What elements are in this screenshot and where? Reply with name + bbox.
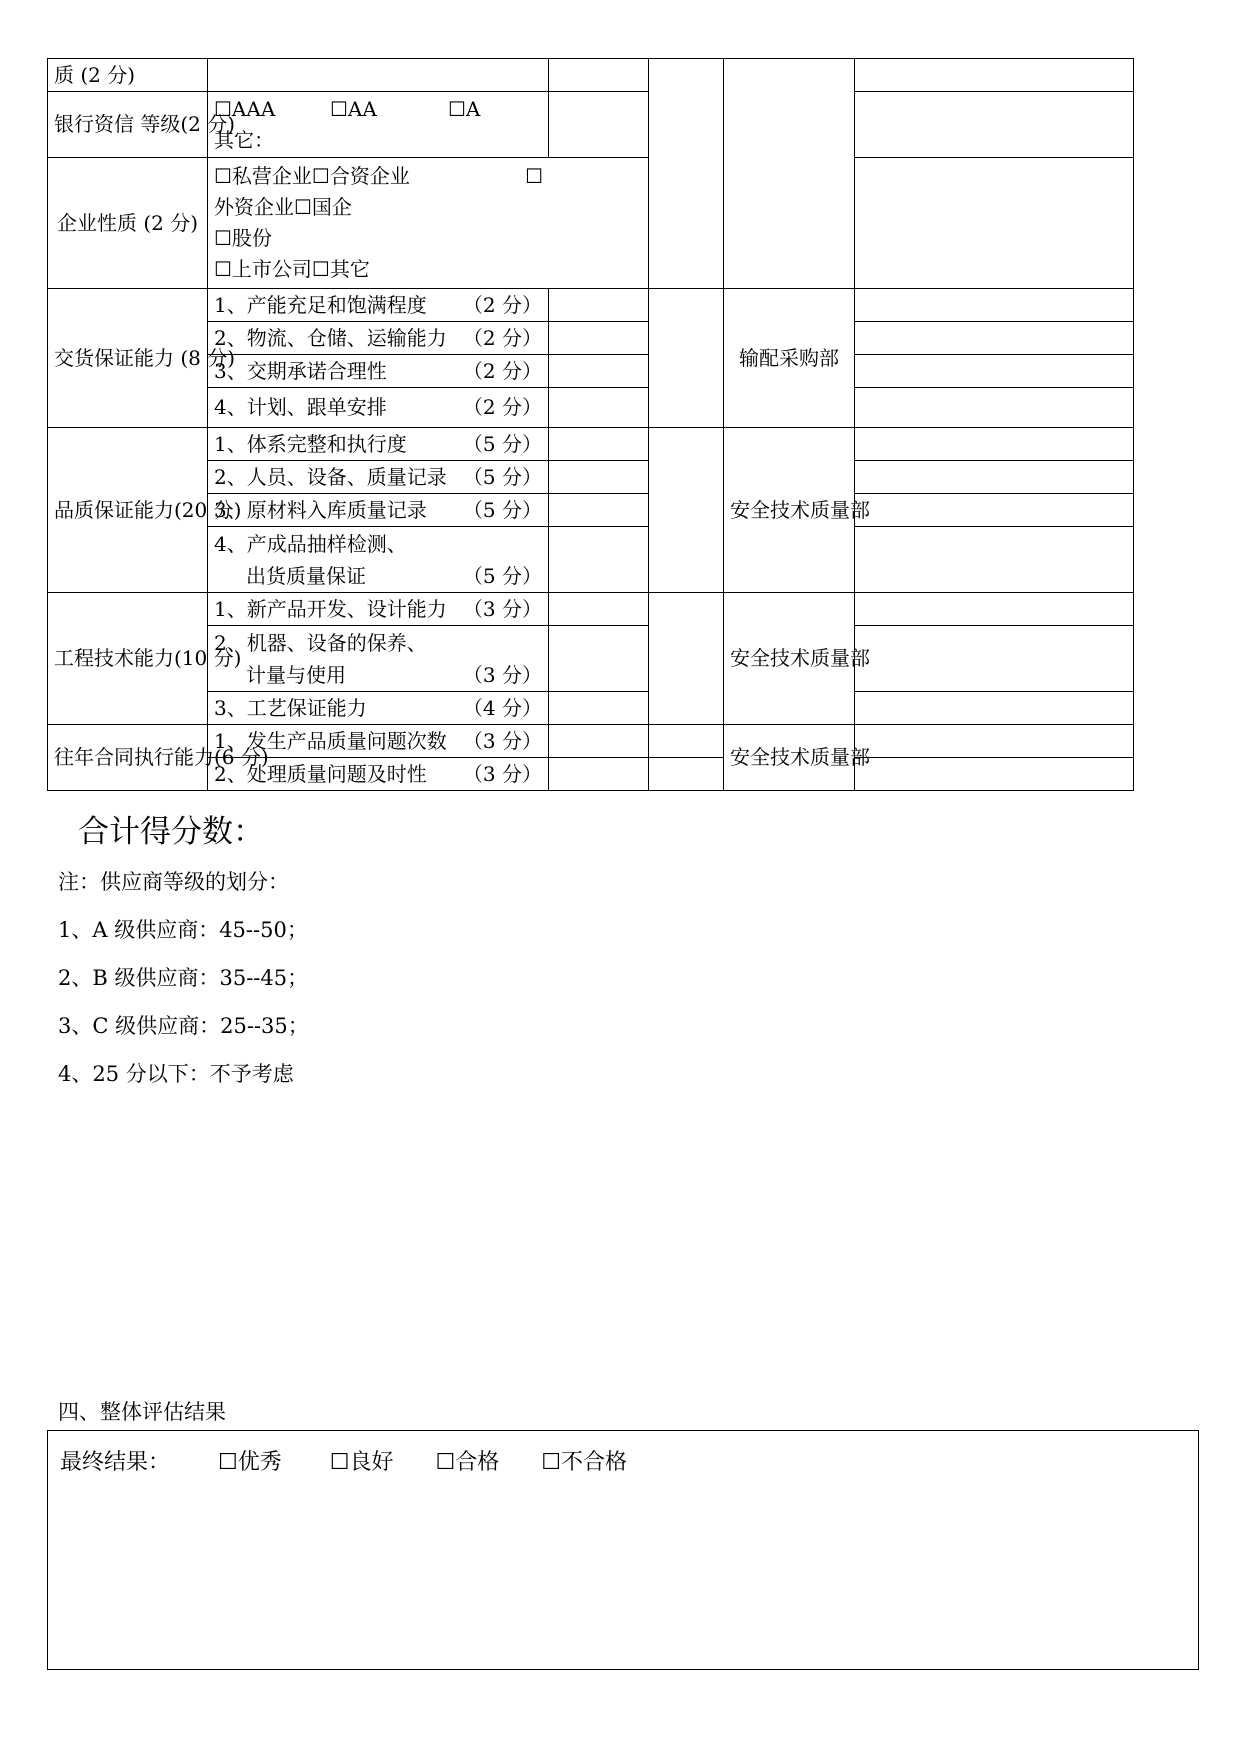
dept-safety-quality: 安全技术质量部 bbox=[724, 428, 855, 593]
remark-cell[interactable] bbox=[855, 322, 1134, 355]
criteria-item: 1、发生产品质量问题次数 （3 分） bbox=[208, 725, 549, 758]
checkbox-pass[interactable]: ☐合格 bbox=[435, 1450, 500, 1475]
score-cell[interactable] bbox=[549, 461, 649, 494]
remark-cell[interactable] bbox=[855, 355, 1134, 388]
remark-cell[interactable] bbox=[855, 59, 1134, 92]
note-line: 3、C 级供应商：25--35； bbox=[58, 1014, 309, 1038]
score-cell[interactable] bbox=[549, 289, 649, 322]
criteria-item: 2、处理质量问题及时性 （3 分） bbox=[208, 758, 549, 791]
total-score-label: 合计得分数： bbox=[78, 814, 264, 850]
dept-safety-quality: 安全技术质量部 bbox=[724, 593, 855, 725]
checkbox-good[interactable]: ☐良好 bbox=[329, 1450, 394, 1475]
score-cell[interactable] bbox=[549, 494, 649, 527]
score-cell[interactable] bbox=[549, 92, 649, 158]
checkbox-private-joint[interactable]: ☐私营企业☐合资企业 bbox=[214, 164, 410, 188]
remark-cell[interactable] bbox=[855, 758, 1134, 791]
note-line: 1、A 级供应商：45--50； bbox=[58, 918, 308, 942]
bank-credit-other[interactable]: 其它： bbox=[214, 127, 274, 152]
score-cell[interactable] bbox=[549, 388, 649, 428]
category-enterprise-nature: 企业性质 (2 分) bbox=[48, 158, 208, 289]
weight-cell[interactable] bbox=[649, 725, 724, 758]
category-contract: 往年合同执行能力(6 分) bbox=[48, 725, 208, 791]
criteria-item: 2、人员、设备、质量记录 （5 分） bbox=[208, 461, 549, 494]
criteria-item: 4、产成品抽样检测、 出货质量保证 （5 分） bbox=[208, 527, 549, 593]
remark-cell[interactable] bbox=[855, 725, 1134, 758]
section-heading: 四、整体评估结果 bbox=[58, 1400, 226, 1424]
enterprise-nature-line2[interactable]: 外资企业☐国企 bbox=[214, 195, 352, 219]
final-result-box bbox=[47, 1430, 1199, 1670]
remark-cell[interactable] bbox=[855, 527, 1134, 593]
score-cell[interactable] bbox=[549, 527, 649, 593]
weight-cell[interactable] bbox=[649, 59, 724, 289]
checkbox-fail[interactable]: ☐不合格 bbox=[541, 1450, 627, 1475]
category-engineering: 工程技术能力(10 分) bbox=[48, 593, 208, 725]
remark-cell[interactable] bbox=[855, 692, 1134, 725]
criteria-item: 2、物流、仓储、运输能力 （2 分） bbox=[208, 322, 549, 355]
checkbox-excellent[interactable]: ☐优秀 bbox=[218, 1450, 282, 1475]
checkbox-foreign[interactable]: ☐ bbox=[525, 164, 543, 188]
score-cell[interactable] bbox=[549, 725, 649, 758]
weight-cell[interactable] bbox=[649, 289, 724, 428]
note-line: 4、25 分以下：不予考虑 bbox=[58, 1062, 294, 1086]
criteria-item: 1、产能充足和饱满程度 （2 分） bbox=[208, 289, 549, 322]
criteria-item: 4、计划、跟单安排 （2 分） bbox=[208, 388, 549, 428]
remark-cell[interactable] bbox=[855, 388, 1134, 428]
category-bank-credit: 银行资信 等级(2 分) bbox=[48, 92, 208, 158]
criteria-cell[interactable] bbox=[208, 59, 549, 92]
dept-cell bbox=[724, 59, 855, 289]
score-cell[interactable] bbox=[549, 593, 649, 626]
score-cell[interactable] bbox=[549, 626, 649, 692]
remark-cell[interactable] bbox=[855, 494, 1134, 527]
final-result-line bbox=[60, 1445, 627, 1476]
enterprise-nature-line4[interactable]: ☐上市公司☐其它 bbox=[214, 257, 370, 281]
checkbox-shareholding[interactable]: ☐股份 bbox=[214, 226, 272, 250]
checkbox-aaa[interactable]: ☐AAA bbox=[214, 96, 276, 121]
criteria-item: 3、工艺保证能力 （4 分） bbox=[208, 692, 549, 725]
score-cell[interactable] bbox=[549, 428, 649, 461]
remark-cell[interactable] bbox=[855, 289, 1134, 322]
criteria-item: 2、机器、设备的保养、 计量与使用 （3 分） bbox=[208, 626, 549, 692]
criteria-item: 3、交期承诺合理性 （2 分） bbox=[208, 355, 549, 388]
remark-cell[interactable] bbox=[855, 428, 1134, 461]
notes-title: 注：供应商等级的划分： bbox=[58, 870, 289, 894]
enterprise-nature-options[interactable] bbox=[208, 158, 649, 289]
remark-cell[interactable] bbox=[855, 593, 1134, 626]
score-cell[interactable] bbox=[549, 322, 649, 355]
weight-cell[interactable] bbox=[649, 758, 724, 791]
remark-cell[interactable] bbox=[855, 92, 1134, 158]
criteria-item: 3、原材料入库质量记录 （5 分） bbox=[208, 494, 549, 527]
grade-notes bbox=[58, 858, 309, 1098]
checkbox-a[interactable]: ☐A bbox=[448, 96, 481, 121]
dept-safety-quality: 安全技术质量部 bbox=[724, 725, 855, 791]
weight-cell[interactable] bbox=[649, 593, 724, 725]
category-quality-partial: 质 (2 分) bbox=[48, 59, 208, 92]
note-line: 2、B 级供应商：35--45； bbox=[58, 966, 309, 990]
remark-cell[interactable] bbox=[855, 461, 1134, 494]
remark-cell[interactable] bbox=[855, 626, 1134, 692]
dept-purchasing: 输配采购部 bbox=[724, 289, 855, 428]
category-delivery: 交货保证能力 (8 分) bbox=[48, 289, 208, 428]
score-cell[interactable] bbox=[549, 758, 649, 791]
criteria-item: 1、体系完整和执行度 （5 分） bbox=[208, 428, 549, 461]
criteria-item: 1、新产品开发、设计能力 （3 分） bbox=[208, 593, 549, 626]
bank-credit-options[interactable] bbox=[208, 92, 549, 158]
category-quality: 品质保证能力(20 分) bbox=[48, 428, 208, 593]
final-result-label: 最终结果： bbox=[60, 1450, 171, 1475]
score-cell[interactable] bbox=[549, 692, 649, 725]
score-cell[interactable] bbox=[549, 59, 649, 92]
weight-cell[interactable] bbox=[649, 428, 724, 593]
evaluation-table bbox=[47, 58, 1134, 791]
remark-cell[interactable] bbox=[855, 158, 1134, 289]
checkbox-aa[interactable]: ☐AA bbox=[330, 96, 377, 121]
score-cell[interactable] bbox=[549, 355, 649, 388]
